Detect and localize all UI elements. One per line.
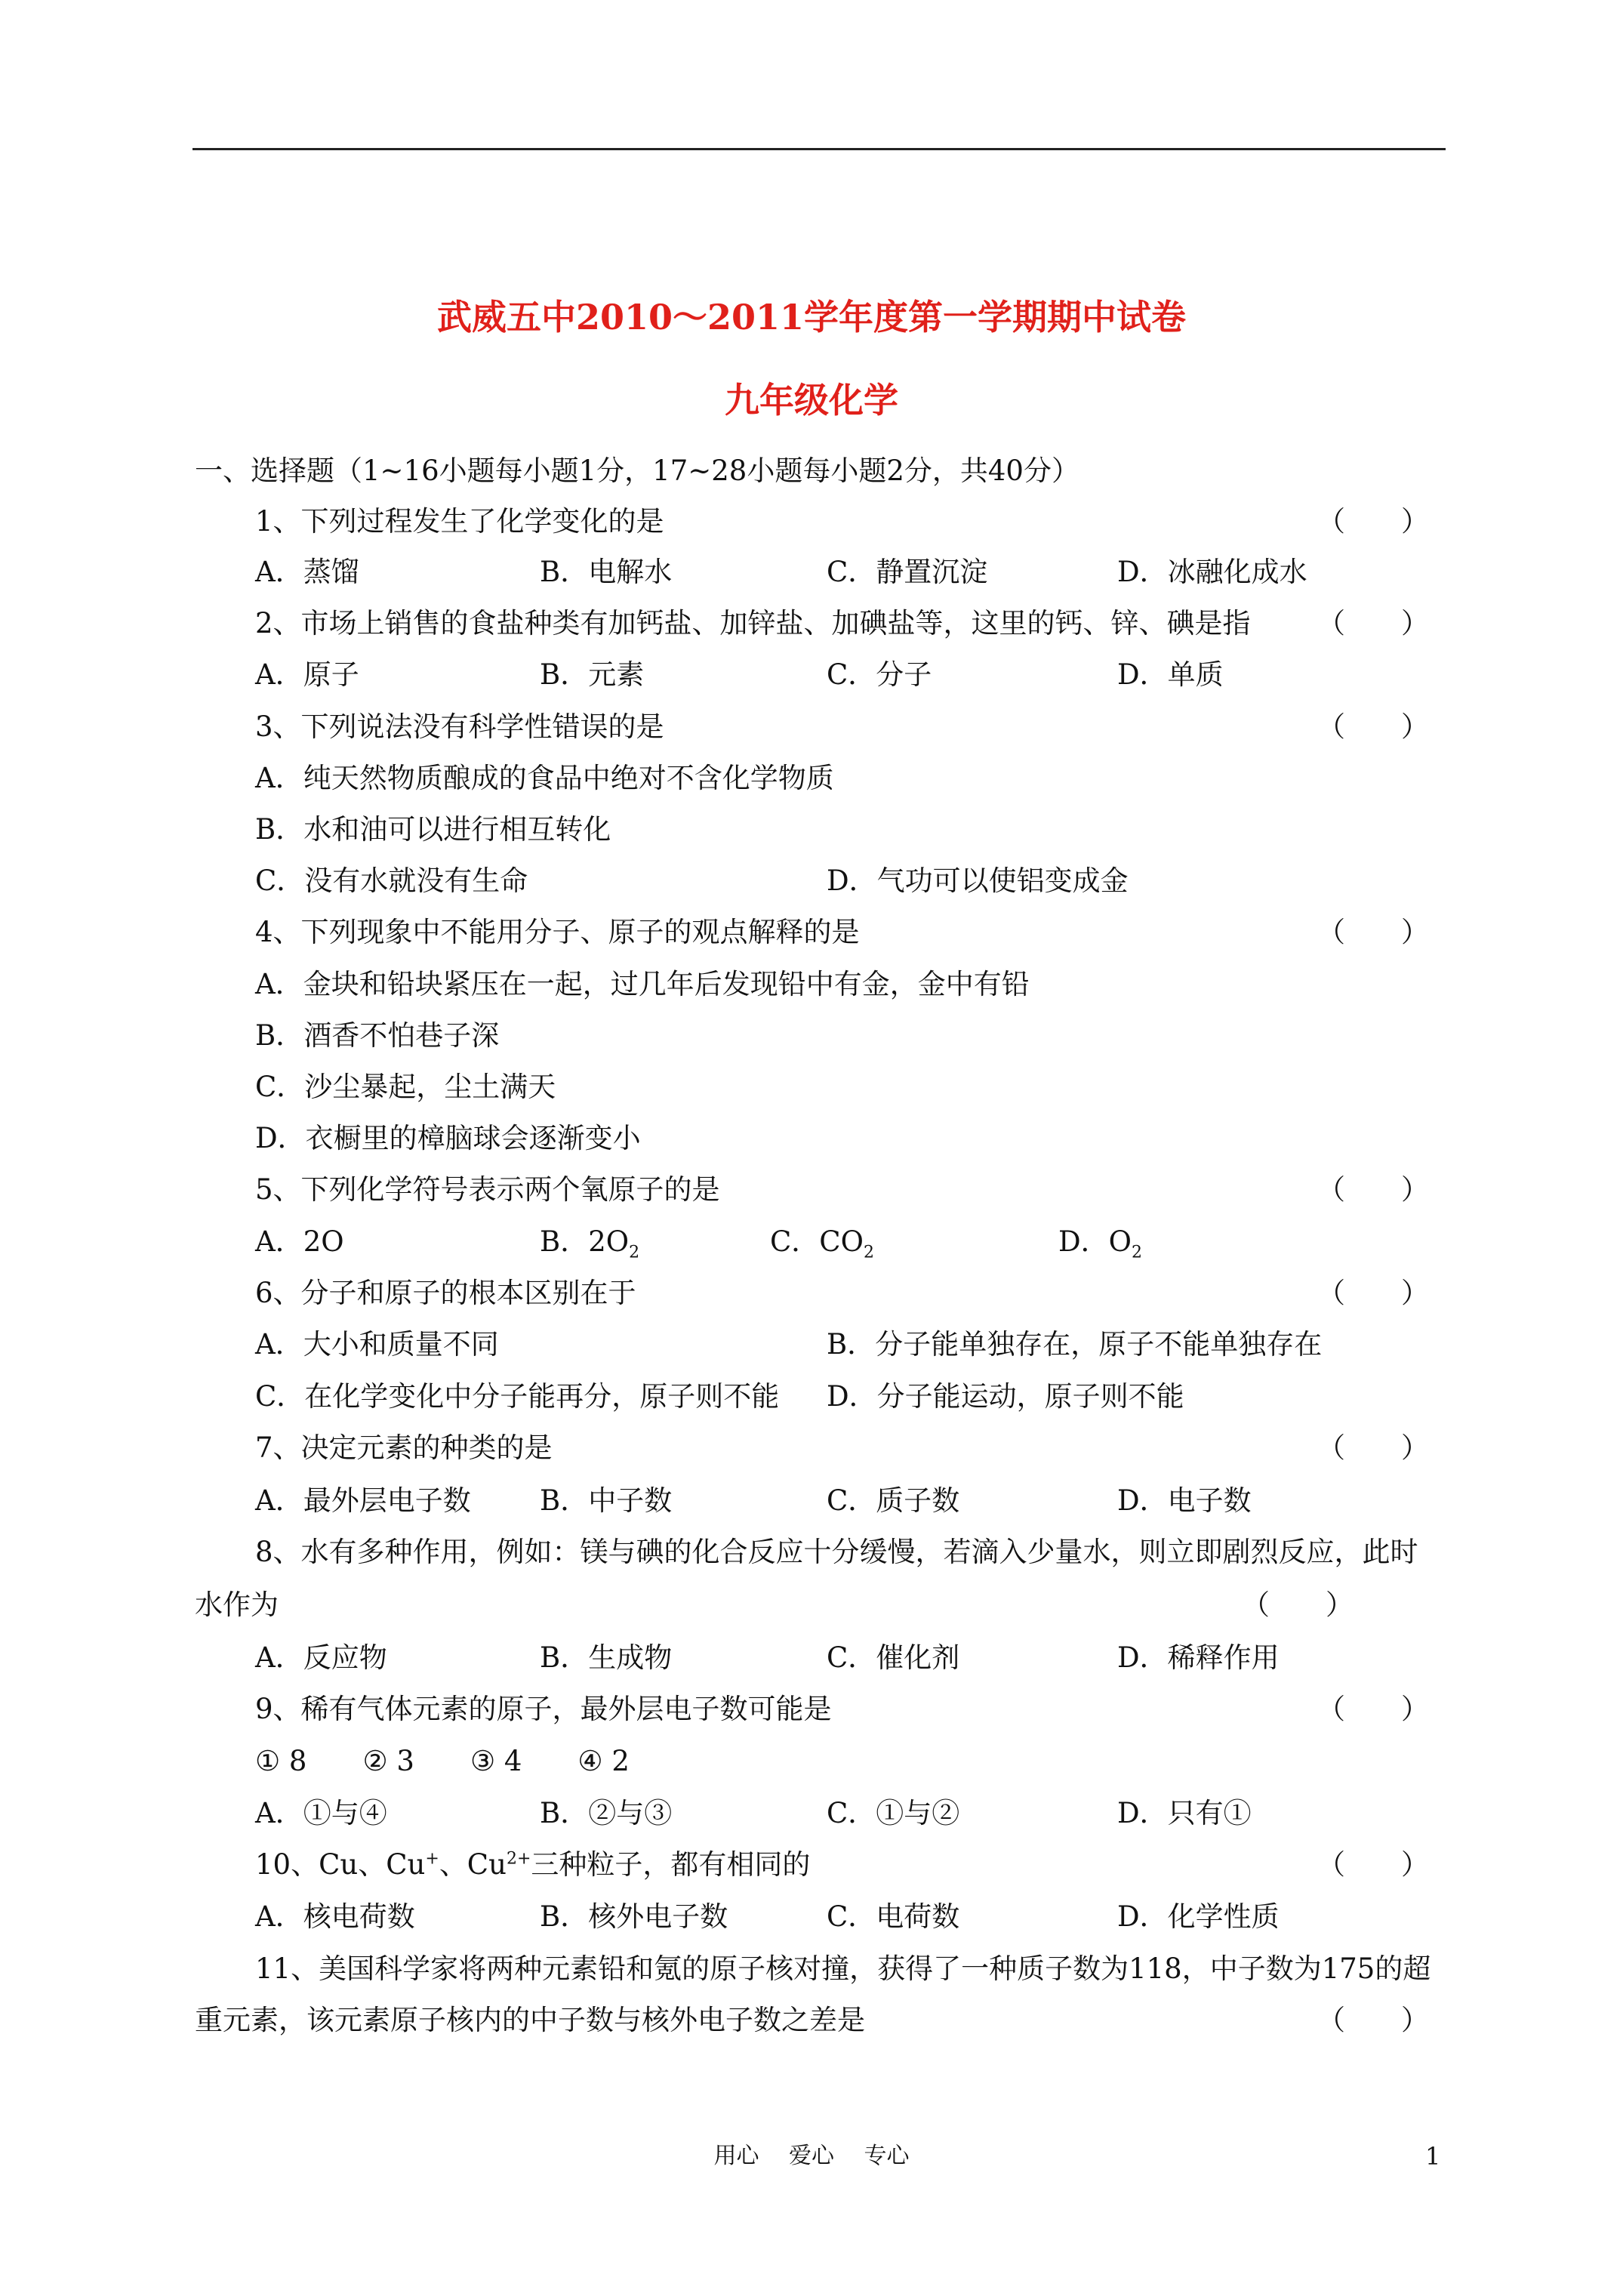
- q5-answer-paren: （ ）: [1317, 1173, 1429, 1206]
- q8-stem-line2: 水作为: [195, 1589, 279, 1621]
- q4-stem: 4、下列现象中不能用分子、原子的观点解释的是: [255, 916, 860, 948]
- q9-option-d: D．只有①: [1117, 1797, 1252, 1829]
- q1-option-b: B．电解水: [540, 556, 673, 588]
- q4-answer-paren: （ ）: [1317, 916, 1429, 948]
- q9-stem: 9、稀有气体元素的原子，最外层电子数可能是: [255, 1693, 832, 1725]
- q10-answer-paren: （ ）: [1317, 1848, 1429, 1881]
- q6-answer-paren: （ ）: [1317, 1277, 1429, 1309]
- q3-option-d: D．气功可以使铝变成金: [827, 864, 1129, 897]
- q11-answer-paren: （ ）: [1317, 2004, 1429, 2036]
- q5-option-c-subscript: 2: [863, 1243, 874, 1262]
- q3-option-a: A．纯天然物质酿成的食品中绝对不含化学物质: [255, 762, 834, 794]
- q8-option-d: D．稀释作用: [1117, 1641, 1280, 1674]
- page-number: 1: [1425, 2142, 1441, 2171]
- q9-option-c: C．①与②: [827, 1797, 960, 1829]
- exam-subtitle: 九年级化学: [725, 380, 898, 421]
- q11-stem-line1: 11、美国科学家将两种元素铅和氪的原子核对撞，获得了一种质子数为118，中子数为175的超: [255, 1952, 1431, 1985]
- section-heading: 一、选择题（1~16小题每小题1分，17~28小题每小题2分，共40分）: [195, 455, 1079, 487]
- q2-answer-paren: （ ）: [1317, 607, 1429, 639]
- q8-option-b: B．生成物: [540, 1641, 673, 1674]
- q6-option-c: C．在化学变化中分子能再分，原子则不能: [255, 1380, 780, 1413]
- q5-option-c: [770, 1221, 874, 1263]
- q4-option-d: D．衣橱里的樟脑球会逐渐变小: [255, 1122, 641, 1154]
- q8-stem-line1: 8、水有多种作用，例如：镁与碘的化合反应十分缓慢，若滴入少量水，则立即剧烈反应，此时: [255, 1536, 1418, 1568]
- q3-option-b: B．水和油可以进行相互转化: [255, 813, 611, 846]
- q11-stem-line2: 重元素，该元素原子核内的中子数与核外电子数之差是: [195, 2004, 865, 2036]
- q7-option-b: B．中子数: [540, 1484, 673, 1517]
- q7-answer-paren: （ ）: [1317, 1432, 1429, 1464]
- q5-stem: 5、下列化学符号表示两个氧原子的是: [255, 1173, 720, 1206]
- q10-stem-prefix: 10、Cu、Cu: [255, 1848, 426, 1881]
- q1-option-c: C．静置沉淀: [827, 556, 988, 588]
- q5-option-b-subscript: 2: [629, 1243, 640, 1262]
- q9-option-b: B．②与③: [540, 1797, 673, 1829]
- q10-stem-mid: 、Cu: [439, 1848, 507, 1881]
- q9-numbered-choices: ① 8 ② 3 ③ 4 ④ 2: [255, 1745, 630, 1777]
- q6-option-a: A．大小和质量不同: [255, 1328, 499, 1361]
- q2-option-c: C．分子: [827, 658, 932, 691]
- q5-option-d-subscript: 2: [1132, 1243, 1142, 1262]
- q3-stem: 3、下列说法没有科学性错误的是: [255, 710, 664, 743]
- q1-answer-paren: （ ）: [1317, 505, 1429, 538]
- q2-stem: 2、市场上销售的食盐种类有加钙盐、加锌盐、加碘盐等，这里的钙、锌、碘是指: [255, 607, 1251, 639]
- q7-stem: 7、决定元素的种类的是: [255, 1432, 553, 1464]
- q5-option-b-text: B．2O: [540, 1225, 630, 1258]
- q10-superscript-1: +: [425, 1849, 439, 1869]
- q5-option-c-text: C．CO: [770, 1225, 864, 1258]
- footer-motto: 用心 爱心 专心: [713, 2143, 910, 2169]
- q3-answer-paren: （ ）: [1317, 710, 1429, 743]
- q6-option-b: B．分子能单独存在，原子不能单独存在: [827, 1328, 1323, 1361]
- q4-option-c: C．沙尘暴起，尘土满天: [255, 1071, 556, 1103]
- q10-superscript-2: 2+: [506, 1849, 531, 1869]
- q6-stem: 6、分子和原子的根本区别在于: [255, 1277, 636, 1309]
- q5-option-d: [1058, 1221, 1142, 1263]
- exam-title: 武威五中2010～2011学年度第一学期期中试卷: [436, 297, 1187, 337]
- q7-option-c: C．质子数: [827, 1484, 960, 1517]
- q7-option-a: A．最外层电子数: [255, 1484, 471, 1517]
- q8-answer-paren: （ ）: [1242, 1589, 1354, 1621]
- q1-stem: 1、下列过程发生了化学变化的是: [255, 505, 664, 538]
- q2-option-b: B．元素: [540, 658, 645, 691]
- q5-option-a: A．2O: [255, 1225, 344, 1258]
- q1-option-a: A．蒸馏: [255, 556, 359, 588]
- q8-option-a: A．反应物: [255, 1641, 387, 1674]
- q3-option-c: C．没有水就没有生命: [255, 864, 528, 897]
- q5-option-d-text: D．O: [1058, 1225, 1132, 1258]
- q10-stem-suffix: 三种粒子，都有相同的: [531, 1848, 811, 1881]
- q10-stem: [255, 1844, 810, 1886]
- q1-option-d: D．冰融化成水: [1117, 556, 1307, 588]
- q10-option-a: A．核电荷数: [255, 1900, 415, 1933]
- q10-option-c: C．电荷数: [827, 1900, 960, 1933]
- q7-option-d: D．电子数: [1117, 1484, 1252, 1517]
- q9-option-a: A．①与④: [255, 1797, 387, 1829]
- header-rule: [192, 148, 1446, 150]
- q5-option-b: [540, 1221, 639, 1263]
- q10-option-b: B．核外电子数: [540, 1900, 728, 1933]
- q6-option-d: D．分子能运动，原子则不能: [827, 1380, 1184, 1413]
- q4-option-b: B．酒香不怕巷子深: [255, 1019, 500, 1052]
- q8-option-c: C．催化剂: [827, 1641, 960, 1674]
- q10-option-d: D．化学性质: [1117, 1900, 1280, 1933]
- q2-option-d: D．单质: [1117, 658, 1224, 691]
- q4-option-a: A．金块和铅块紧压在一起，过几年后发现铅中有金，金中有铅: [255, 968, 1030, 1000]
- q9-answer-paren: （ ）: [1317, 1693, 1429, 1725]
- q2-option-a: A．原子: [255, 658, 359, 691]
